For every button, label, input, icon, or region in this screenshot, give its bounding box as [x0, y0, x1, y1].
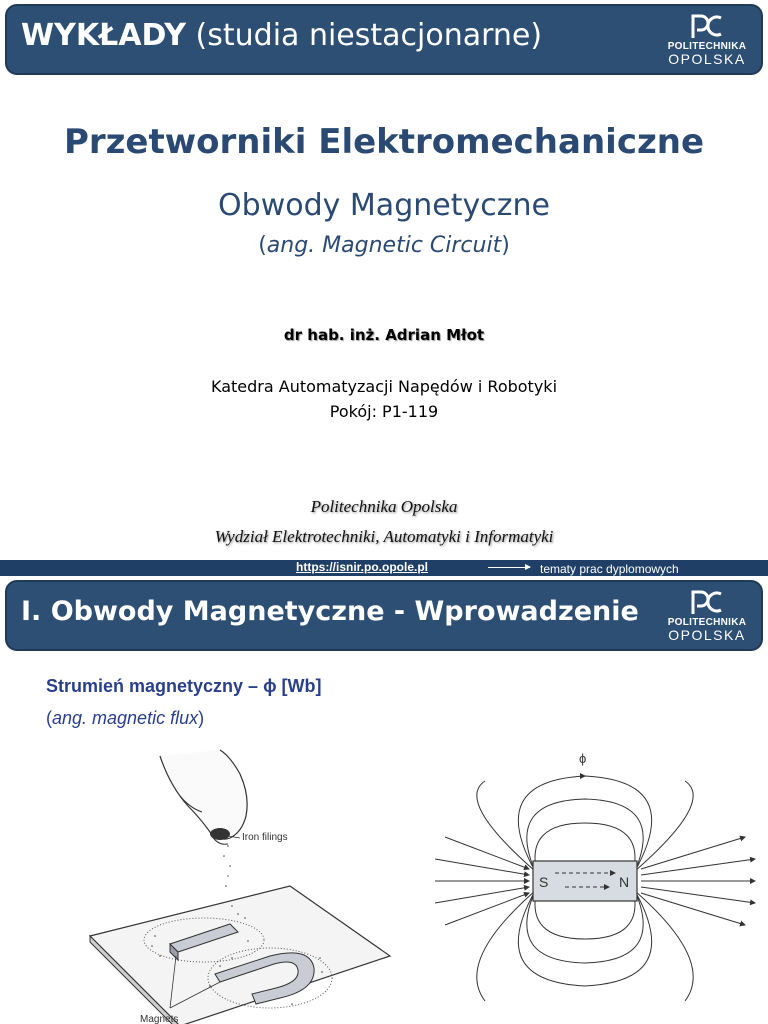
university-logo — [665, 588, 749, 648]
author: dr hab. inż. Adrian Młot — [283, 326, 485, 344]
logo-line1: POLITECHNIKA — [667, 617, 747, 628]
iron-filings-illustration — [60, 746, 400, 1024]
logo-line2: OPOLSKA — [668, 627, 746, 643]
logo-line2: OPOLSKA — [668, 51, 746, 67]
magnetic-field-figure — [425, 741, 765, 1024]
footer-bar — [0, 560, 768, 576]
magnets-label: Magnets — [140, 1014, 179, 1024]
logo-mark-icon — [687, 12, 727, 40]
logo-line1: POLITECHNIKA — [667, 41, 747, 52]
header-bar — [5, 580, 763, 651]
header-title: I. Obwody Magnetyczne - Wprowadzenie — [21, 596, 639, 627]
room: Pokój: P1-119 — [329, 402, 439, 421]
header-bar — [5, 4, 763, 75]
header-title: WYKŁADY (studia niestacjonarne) — [21, 18, 543, 53]
logo-mark-icon — [687, 588, 727, 616]
page-title: Przetworniki Elektromechaniczne — [63, 122, 705, 162]
arrow-right-icon — [488, 567, 530, 568]
subtitle: Obwody Magnetyczne — [218, 188, 550, 223]
north-pole-label: N — [619, 874, 630, 890]
field-lines-diagram — [425, 741, 765, 1024]
flux-title: Strumień magnetyczny – ϕ [Wb] — [46, 676, 322, 696]
website-link[interactable]: https://isnir.po.opole.pl — [296, 560, 428, 574]
thesis-topics-link[interactable]: tematy prac dyplomowych — [540, 562, 679, 576]
faculty-name: Wydział Elektrotechniki, Automatyki i Informatyki — [214, 527, 554, 546]
phi-label: ϕ — [579, 751, 587, 766]
university-name: Politechnika Opolska — [310, 497, 458, 516]
university-logo — [665, 12, 749, 72]
iron-filings-figure — [60, 746, 400, 1024]
subtitle-english: (ang. Magnetic Circuit) — [258, 233, 510, 258]
flux-english: (ang. magnetic flux) — [46, 708, 205, 728]
intro-slide — [0, 576, 768, 1024]
iron-filings-label: Iron filings — [242, 832, 288, 843]
department: Katedra Automatyzacji Napędów i Robotyki — [210, 377, 558, 396]
south-pole-label: S — [539, 874, 549, 890]
